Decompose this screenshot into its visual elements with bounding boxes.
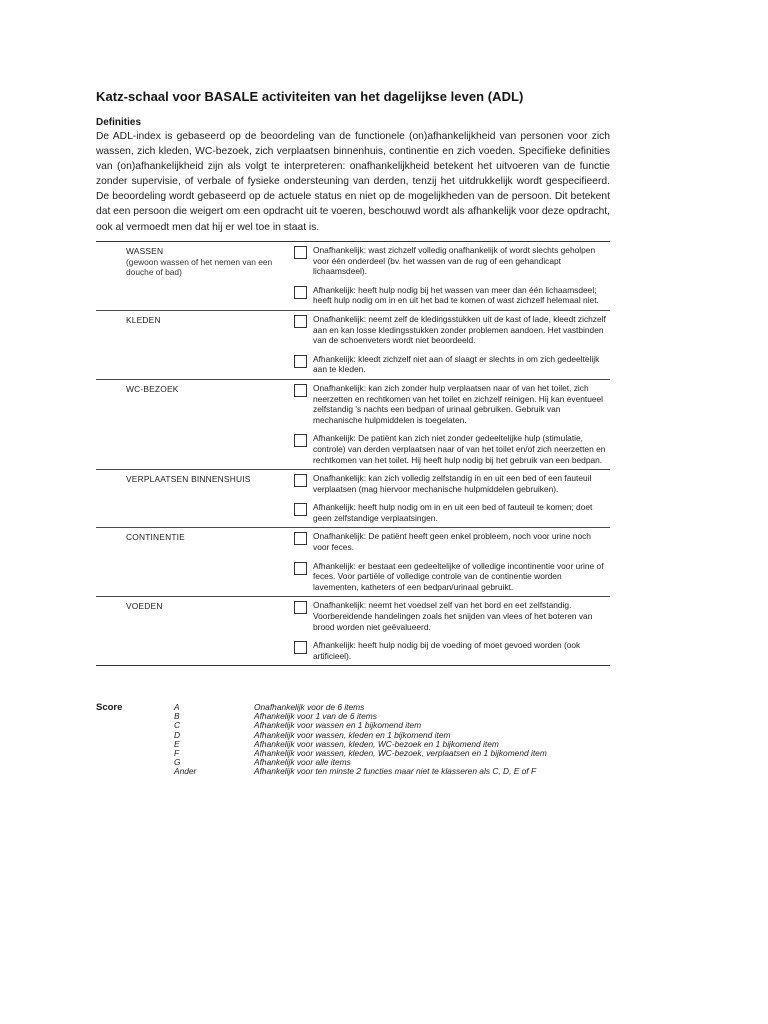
category-name: KLEDEN — [126, 314, 161, 325]
option-independent — [292, 531, 606, 552]
option-independent — [292, 314, 606, 346]
checkbox[interactable] — [294, 562, 307, 575]
option-independent — [292, 245, 606, 277]
option-independent — [292, 600, 606, 632]
score-grade: Ander — [174, 766, 197, 777]
table-row — [96, 528, 610, 597]
category-description: (gewoon wassen of het nemen van een douche of bad) — [126, 256, 273, 278]
definitions-heading: Definities — [96, 117, 142, 128]
score-row — [174, 749, 594, 758]
category-cell — [96, 470, 292, 528]
checkbox[interactable] — [294, 384, 307, 397]
category-cell — [96, 528, 292, 597]
option-dependent — [292, 354, 606, 375]
category-name: WASSEN — [126, 246, 164, 256]
checkbox[interactable] — [294, 503, 307, 516]
category-name: VOEDEN — [126, 601, 163, 612]
adl-table — [96, 241, 610, 666]
option-text: Afhankelijk: heeft hulp nodig bij de voeding of moet gevoed worden (ook artificieel). — [313, 640, 581, 661]
checkbox[interactable] — [294, 434, 307, 447]
checkbox[interactable] — [294, 601, 307, 614]
score-grade: E — [174, 738, 180, 749]
option-text: Afhankelijk: er bestaat een gedeeltelijke of volledige incontinentie voor urine of feces. Voor partiële of volledige controle van de continentie worden lavementen, katheters of een bedpan/urinaal gebruikt. — [313, 560, 604, 592]
score-description: Afhankelijk voor alle items — [254, 757, 351, 768]
table-row — [96, 597, 610, 666]
score-description: Afhankelijk voor 1 van de 6 items — [254, 711, 377, 722]
option-text: Afhankelijk: heeft hulp nodig om in en uit een bed of fauteuil te komen; doet geen zelfstandige verplaatsingen. — [313, 502, 593, 523]
definitions-text: De ADL-index is gebaseerd op de beoordeling van de functionele (on)afhankelijkheid van personen voor zich wassen, zich kleden, WC-bezoek, zich verplaatsen binnenhuis, continentie en zich voeden. Specifieke definities van (on)afhankelijkheid zijn als volgt te interpreteren: onafhankelijkheid betekent het uitvoeren van de functie zonder supervisie, of verbale of fysieke ondersteuning van derden, tenzij het uitdrukkelijk wordt gespecifieerd. De beoordeling wordt gebaseerd op de actuele status en niet op de mogelijkheden van de persoon. Dit betekent dat een persoon die weigert om een opdracht uit te voeren, beschouwd wordt als afhankelijk voor deze opdracht, ook al vermoedt men dat hij er wel toe in staat is. — [96, 131, 611, 233]
option-dependent — [292, 285, 606, 306]
option-text: Afhankelijk: kleedt zichzelf niet aan of slaagt er slechts in om zich gedeeltelijk aan te kleden. — [313, 353, 600, 375]
score-row — [174, 703, 594, 712]
score-grade: F — [174, 748, 180, 759]
checkbox[interactable] — [294, 246, 307, 259]
checkbox[interactable] — [294, 286, 307, 299]
option-text: Onafhankelijk: neemt zelf de kledingsstukken uit de kast of lade, kleedt zichzelf aan en kan losse kledingsstukken zonder problemen aandoen. Het vastbinden van de schoenveters wordt niet beoordeeld. — [313, 313, 606, 346]
score-grade: D — [174, 729, 181, 740]
checkbox[interactable] — [294, 355, 307, 368]
options-cell — [292, 379, 610, 469]
score-label: Score — [96, 702, 123, 713]
category-cell — [96, 597, 292, 666]
score-description: Afhankelijk voor wassen, kleden en 1 bijkomend item — [254, 729, 451, 740]
table-row — [96, 470, 610, 528]
options-cell — [292, 310, 610, 379]
category-cell — [96, 379, 292, 469]
category-cell — [96, 242, 292, 311]
option-independent — [292, 383, 606, 425]
option-text: Afhankelijk: De patiënt kan zich niet zonder gedeeltelijke hulp (stimulatie, controle) van derden verplaatsen naar of van het toilet en/of zich neerzetten en rechtkomen van het toilet. Hij heeft hulp nodig bij het gebruik van een bedpan. — [313, 433, 606, 465]
checkbox[interactable] — [294, 474, 307, 487]
score-grade: A — [174, 702, 180, 712]
option-text: Onafhankelijk: De patiënt heeft geen enkel probleem, noch voor urine noch voor feces. — [313, 531, 591, 553]
option-dependent — [292, 502, 606, 523]
options-cell — [292, 470, 610, 528]
checkbox[interactable] — [294, 315, 307, 328]
page-title: Katz-schaal voor BASALE activiteiten van het dagelijkse leven (ADL) — [96, 89, 524, 104]
option-text: Onafhankelijk: kan zich volledig zelfstandig in en uit een bed of een fauteuil verplaatsen (mag hiervoor mechanische hulpmiddelen gebruiken). — [313, 473, 592, 494]
options-cell — [292, 597, 610, 666]
score-legend — [174, 703, 594, 777]
score-description: Afhankelijk voor wassen, kleden, WC-bezoek, verplaatsen en 1 bijkomend item — [254, 748, 547, 759]
checkbox[interactable] — [294, 641, 307, 654]
option-text: Onafhankelijk: kan zich zonder hulp verplaatsen naar of van het toilet, zich neerzetten en rechtkomen van het toilet en zichzelf reinigen. Hij kan eventueel zelfstandig 's nachts een bedpan of urinaal gebruiken. Gebruik van mechanische hulpmiddelen is toegelaten. — [313, 382, 604, 425]
score-description: Afhankelijk voor ten minste 2 functies maar niet te klasseren als C, D, E of F — [254, 766, 537, 777]
option-text: Afhankelijk: heeft hulp nodig bij het wassen van meer dan één lichaamsdeel; heeft hulp nodig om in en uit het bad te komen of wast zichzelf helemaal niet. — [313, 284, 599, 306]
options-cell — [292, 528, 610, 597]
table-row — [96, 242, 610, 311]
option-dependent — [292, 561, 606, 593]
table-row — [96, 379, 610, 469]
category-name: CONTINENTIE — [126, 532, 185, 543]
category-cell — [96, 310, 292, 379]
table-row — [96, 310, 610, 379]
score-grade: G — [174, 757, 181, 768]
option-dependent — [292, 640, 606, 661]
option-dependent — [292, 433, 606, 465]
score-description: Afhankelijk voor wassen, kleden, WC-bezoek en 1 bijkomend item — [254, 738, 499, 749]
score-grade: C — [174, 720, 181, 731]
checkbox[interactable] — [294, 532, 307, 545]
score-description: Afhankelijk voor wassen en 1 bijkomend item — [254, 720, 422, 731]
category-name: WC-BEZOEK — [126, 383, 179, 394]
option-independent — [292, 473, 606, 494]
options-cell — [292, 242, 610, 311]
score-description: Onafhankelijk voor de 6 items — [254, 702, 365, 712]
option-text: Onafhankelijk: neemt het voedsel zelf van het bord en eet zelfstandig. Voorbereidende handelingen zoals het snijden van vlees of het boteren van brood worden niet geëvalueerd. — [313, 600, 593, 632]
category-name: VERPLAATSEN BINNENSHUIS — [126, 474, 251, 485]
score-row — [174, 767, 594, 776]
score-grade: B — [174, 711, 180, 722]
option-text: Onafhankelijk: wast zichzelf volledig onafhankelijk of wordt slechts geholpen voor één onderdeel (bv. het wassen van de rug of een gehandicapt lichaamsdeel). — [313, 245, 596, 277]
